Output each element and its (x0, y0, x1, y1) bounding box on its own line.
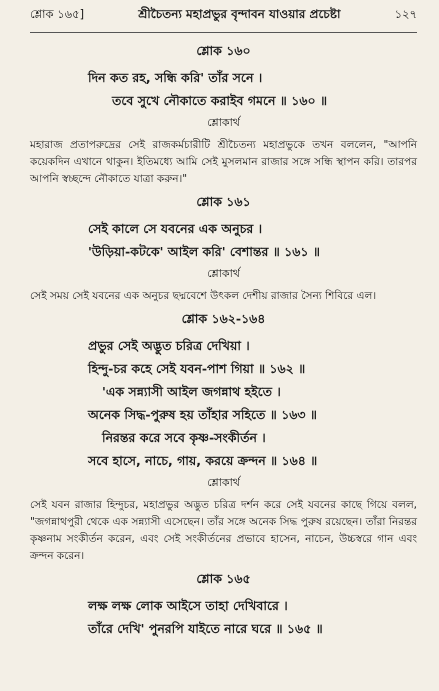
verse-block-160 (30, 43, 417, 188)
translation-text: সেই সময় সেই যবনের এক অনুচর ছদ্মবেশে উৎকল দেশীয় রাজার সৈন্য শিবিরে এল। (30, 290, 377, 302)
header-chapter-title: শ্রীচৈতন্য মহাপ্রভুর বৃন্দাবন যাওয়ার প্রচেষ্টা (138, 7, 341, 21)
page-header (30, 0, 417, 33)
verse-line: 'উড়িয়া-কটকে' আইল করি' বেশান্তর ॥ ১৬১ ॥ (88, 244, 320, 259)
verse-block-161 (30, 194, 417, 305)
verse-line: সবে হাসে, নাচে, গায়, করয়ে ক্রন্দন ॥ ১৬৪ ॥ (88, 453, 318, 468)
verse-text (30, 594, 417, 640)
verse-heading: শ্লোক ১৬০ (196, 43, 251, 58)
verse-line: তবে সুখে নৌকাতে করাইব গমনে ॥ ১৬০ ॥ (112, 93, 328, 108)
verse-line: নিরন্তর করে সবে কৃষ্ণ-সংকীর্তন । (102, 430, 266, 445)
verse-block-162-164 (30, 311, 417, 565)
verse-line: লক্ষ লক্ষ লোক আইসে তাহা দেখিবারে । (88, 598, 288, 613)
verse-text (30, 217, 417, 263)
verse-heading: শ্লোক ১৬২-১৬৪ (181, 311, 266, 326)
translation-text: সেই যবন রাজার হিন্দুচর, মহাপ্রভুর অদ্ভুত চরিত্র দর্শন করে সেই যবনের কাছে গিয়ে বলল, "জগন্নাথপুরী থেকে এক সন্ন্যাসী এসেছেন। তাঁর সঙ্গে অনেক সিদ্ধ পুরুষ রয়েছেন। তাঁরা নিরন্তর কৃষ্ণনাম সংকীর্তন করেন, এবং সেই সংকীর্তনের প্রভাবে হাসেন, নাচেন, উচ্চস্বরে গান এবং ক্রন্দন করেন। (30, 499, 417, 562)
verse-line: তাঁরে দেখি' পুনরপি যাইতে নারে ঘরে ॥ ১৬৫ ॥ (88, 621, 323, 636)
translation-label: শ্লোকার্থ (207, 267, 240, 280)
header-verse-ref: শ্লোক ১৬৫] (30, 7, 85, 21)
translation-label: শ্লোকার্থ (207, 116, 240, 129)
verse-line: অনেক সিদ্ধ-পুরুষ হয় তাঁহার সহিতে ॥ ১৬৩ ॥ (88, 407, 317, 422)
translation-text: মহারাজ প্রতাপরুদ্রের সেই রাজকর্মচারীটি শ্রীচৈতন্য মহাপ্রভুকে তখন বললেন, "আপনি কয়েকদিন এখানে থাকুন। ইতিমধ্যে আমি সেই মুসলমান রাজার সঙ্গে সন্ধি স্থাপন করি। তারপর আপনি স্বচ্ছন্দে নৌকাতে যাত্রা করুন।" (30, 139, 417, 185)
verse-heading: শ্লোক ১৬১ (196, 194, 251, 209)
verse-heading: শ্লোক ১৬৫ (196, 571, 251, 586)
verse-text (30, 334, 417, 472)
verse-line: প্রভুর সেই অদ্ভুত চরিত্র দেখিয়া । (88, 338, 250, 353)
verse-line: 'এক সন্ন্যাসী আইল জগন্নাথ হইতে । (102, 384, 281, 399)
verse-line: সেই কালে সে যবনের এক অনুচর । (88, 221, 263, 236)
page-number: ১২৭ (394, 7, 417, 21)
verse-line: হিন্দু-চর কহে সেই যবন-পাশ গিয়া ॥ ১৬২ ॥ (88, 361, 306, 376)
verse-line: দিন কত রহ, সন্ধি করি' তাঁর সনে । (88, 70, 263, 85)
translation-label: শ্লোকার্থ (207, 476, 240, 489)
verse-block-165 (30, 571, 417, 640)
verse-text (30, 66, 417, 112)
